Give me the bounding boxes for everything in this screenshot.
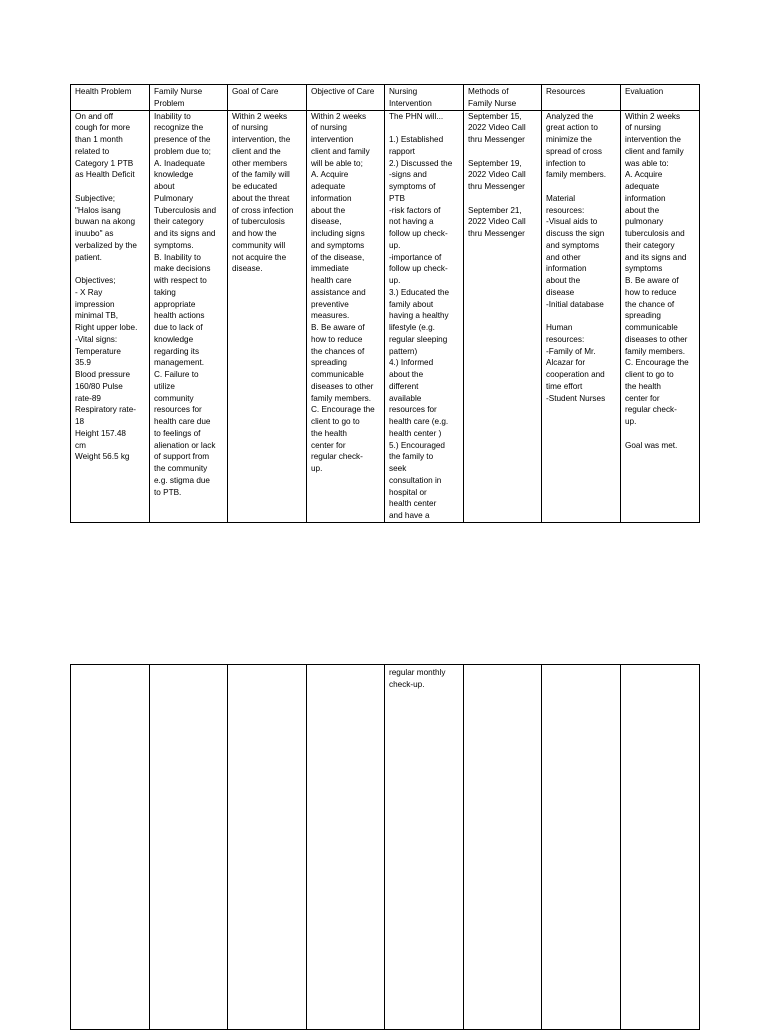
header-evaluation: Evaluation bbox=[621, 85, 700, 111]
cell-goal-of-care bbox=[228, 665, 307, 1030]
cell-nursing-intervention: regular monthly check-up. bbox=[385, 665, 464, 1030]
cell-evaluation bbox=[621, 665, 700, 1030]
cell-family-nurse-problem bbox=[150, 665, 228, 1030]
cell-objective-of-care bbox=[307, 665, 385, 1030]
header-resources: Resources bbox=[542, 85, 621, 111]
cell-goal-of-care: Within 2 weeks of nursing intervention, the client and the other members of the family will be educated about the threat of cross infection of tuberculosis and how the community will not acquire the disease. bbox=[228, 110, 307, 522]
cell-resources: Analyzed the great action to minimize the spread of cross infection to family members. Material resources: -Visual aids to discuss the sign and symptoms and other information about the disease -Initial database Human resources: -Family of Mr. Alcazar for cooperation and time effort -Student Nurses bbox=[542, 110, 621, 522]
header-family-nurse-problem: Family Nurse Problem bbox=[150, 85, 228, 111]
cell-methods-of-family-nurse: September 15, 2022 Video Call thru Messenger September 19, 2022 Video Call thru Messenger September 21, 2022 Video Call thru Messenger bbox=[464, 110, 542, 522]
header-objective-of-care: Objective of Care bbox=[307, 85, 385, 111]
cell-health-problem bbox=[71, 665, 150, 1030]
cell-objective-of-care: Within 2 weeks of nursing intervention client and family will be able to; A. Acquire adequate information about the disease, including signs and symptoms of the disease, immediate health care assistance and preventive measures. B. Be aware of how to reduce the chances of spreading communicable diseases to other family members. C. Encourage the client to go to the health center for regular check- up. bbox=[307, 110, 385, 522]
header-methods-of-family-nurse: Methods of Family Nurse bbox=[464, 85, 542, 111]
table-row bbox=[71, 665, 700, 1030]
care-plan-table bbox=[70, 84, 700, 523]
header-nursing-intervention: Nursing Intervention bbox=[385, 85, 464, 111]
header-goal-of-care: Goal of Care bbox=[228, 85, 307, 111]
cell-methods-of-family-nurse bbox=[464, 665, 542, 1030]
cell-health-problem: On and off cough for more than 1 month related to Category 1 PTB as Health Deficit Subjective; "Halos isang buwan na akong inuubo" as verbalized by the patient. Objectives; - X Ray impression minimal TB, Right upper lobe. -Vital signs: Temperature 35.9 Blood pressure 160/80 Pulse rate-89 Respiratory rate- 18 Height 157.48 cm Weight 56.5 kg bbox=[71, 110, 150, 522]
cell-evaluation: Within 2 weeks of nursing intervention the client and family was able to: A. Acquire adequate information about the pulmonary tuberculosis and their category and its signs and symptoms B. Be aware of how to reduce the chance of spreading communicable diseases to other family members. C. Encourage the client to go to the health center for regular check- up. Goal was met. bbox=[621, 110, 700, 522]
cell-nursing-intervention: The PHN will... 1.) Established rapport 2.) Discussed the -signs and symptoms of PTB -risk factors of not having a follow up check- up. -importance of follow up check- up. 3.) Educated the family about having a healthy lifestyle (e.g. regular sleeping pattern) 4.) Informed about the different available resources for health care (e.g. health center ) 5.) Encouraged the family to seek consultation in hospital or health center and have a bbox=[385, 110, 464, 522]
table-header-row bbox=[71, 85, 700, 111]
table-row bbox=[71, 110, 700, 522]
care-plan-table-continued bbox=[70, 664, 700, 1030]
cell-resources bbox=[542, 665, 621, 1030]
cell-family-nurse-problem: Inability to recognize the presence of the problem due to; A. Inadequate knowledge about Pulmonary Tuberculosis and their category and its signs and symptoms. B. Inability to make decisions with respect to taking appropriate health actions due to lack of knowledge regarding its management. C. Failure to utilize community resources for health care due to feelings of alienation or lack of support from the community e.g. stigma due to PTB. bbox=[150, 110, 228, 522]
header-health-problem: Health Problem bbox=[71, 85, 150, 111]
